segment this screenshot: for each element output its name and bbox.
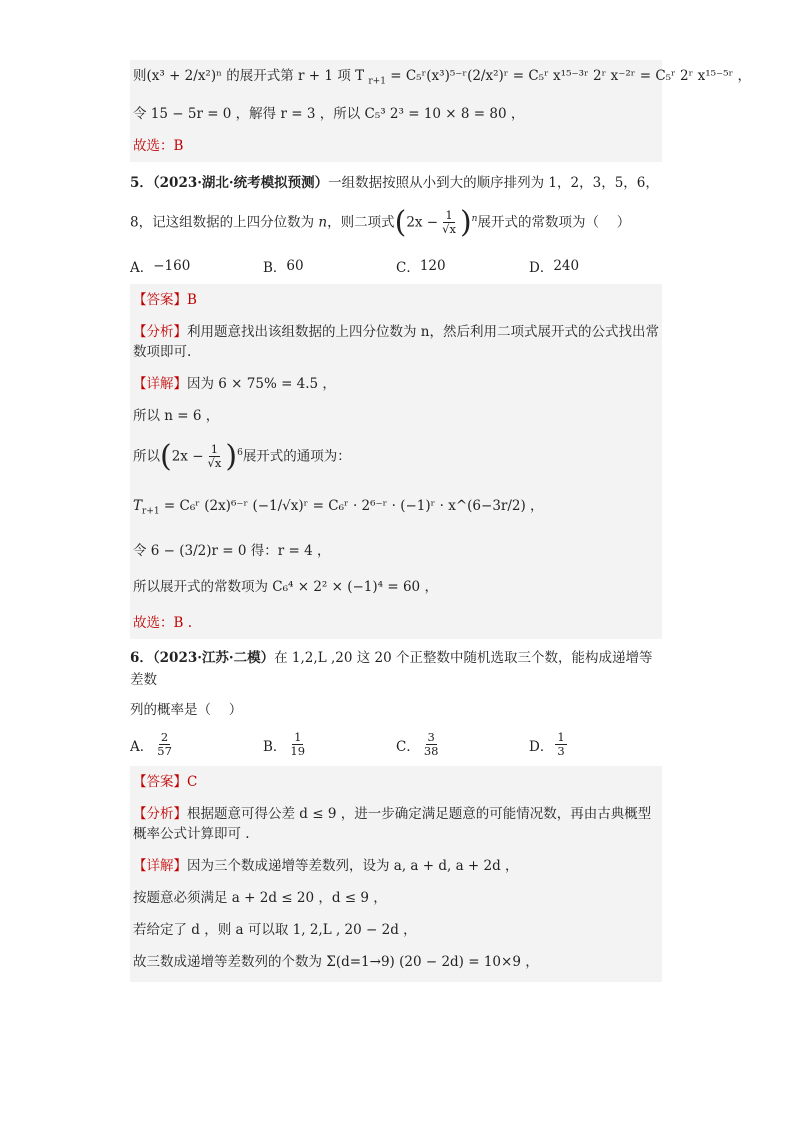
question-number: 5．	[130, 174, 153, 191]
detail-line-3: 若给定了 d ，则 a 可以取 1, 2,L , 20 − 2d ，	[133, 922, 417, 939]
question-5	[130, 162, 662, 284]
analysis-line: 【分析】根据题意可得公差 d ≤ 9 ，进一步确定满足题意的可能情况数，再由古典概型概率公式计算即可 .	[133, 806, 652, 843]
prev-solution-block	[130, 60, 752, 162]
detail-line-2: 按题意必须满足 a + 2d ≤ 20 ，d ≤ 9 ，	[133, 890, 387, 907]
question-6	[130, 639, 662, 766]
option-b[interactable]: B． $\frac{1}{19}$	[263, 730, 306, 759]
detail-line-1: 【详解】因为 6 × 75% = 4.5 ，	[133, 375, 336, 392]
option-c[interactable]: C． 120	[396, 257, 446, 276]
expansion-term: r + 1 项 T	[298, 68, 365, 84]
detail-line-4: 故三数成递增等差数列的个数为 Σ(d=1→9) (20 − 2d) = 10×9 ，	[133, 954, 539, 971]
choose-line: 故选：B	[133, 137, 184, 154]
expansion-formula: = C₅ʳ(x³)⁵⁻ʳ(2/x²)ʳ = C₅ʳ x¹⁵⁻³ʳ 2ʳ x⁻²ʳ = C₅ʳ 2ʳ x¹⁵⁻⁵ʳ ，	[390, 68, 752, 84]
detail-line-5: 令 6 − (3/2)r = 0 得：r = 4 ，	[133, 543, 331, 560]
binomial-fraction: $\frac{1}{√x}$	[442, 208, 456, 237]
option-d[interactable]: D． 240	[529, 257, 580, 276]
option-a[interactable]: A． −160	[130, 257, 191, 276]
document-page	[130, 60, 752, 982]
option-a[interactable]: A． $\frac{2}{57}$	[130, 730, 172, 759]
answer-line: 【答案】B	[133, 291, 197, 308]
detail-line-6: 所以展开式的常数项为 C₆⁴ × 2² × (−1)⁴ = 60 ，	[133, 579, 438, 596]
choose-line: 故选：B .	[133, 615, 193, 632]
detail-line-4: $T_{r+1}$ = C₆ʳ (2x)⁶⁻ʳ (−1/√x)ʳ = C₆ʳ · 2⁶⁻ʳ · (−1)ʳ · x^(6−3r/2) ，	[133, 497, 544, 517]
question-6-line-1: 6．（2023·江苏·二模）在 1,2,L ,20 这 20 个正整数中随机选取三个数，能构成递增等差数	[130, 650, 653, 689]
option-d[interactable]: D． $\frac{1}{3}$	[529, 730, 565, 759]
detail-line-3: 所以(2x − $\frac{1}{√x}$ )$^6$展开式的通项为：	[133, 438, 351, 474]
question-5-solution	[130, 284, 662, 640]
detail-line-1: 【详解】因为三个数成递增等差数列，设为 a, a + d, a + 2d ，	[133, 858, 519, 875]
question-6-options	[130, 725, 662, 766]
question-6-solution	[130, 766, 662, 982]
detail-line-2: 所以 n = 6 ，	[133, 407, 220, 424]
solve-line: 令 15 − 5r = 0 ，解得 r = 3 ，所以 C₅³ 2³ = 10 × 8 = 80 ，	[133, 105, 525, 122]
expansion-text: 则(x³ + 2/x²)ⁿ 的展开式第	[133, 68, 294, 84]
question-text: 一组数据按照从小到大的顺序排列为 1，2，3，5，6，	[328, 174, 659, 191]
analysis-line: 【分析】利用题意找出该组数据的上四分位数为 n，然后利用二项式展开式的公式找出常数项即可.	[133, 323, 659, 360]
question-5-line-2: 8，记这组数据的上四分位数为 n，则二项式(2x − $\frac{1}{√x}$ )$^n$展开式的常数项为（ ）	[130, 204, 631, 240]
expansion-line: 则(x³ + 2/x²)ⁿ 的展开式第 r + 1 项 T $_{r+1}$ = C₅ʳ(x³)⁵⁻ʳ(2/x²)ʳ = C₅ʳ x¹⁵⁻³ʳ 2ʳ x⁻²ʳ = C₅ʳ 2ʳ x¹⁵⁻⁵ʳ ，	[133, 68, 752, 87]
question-5-options	[130, 242, 662, 284]
option-c[interactable]: C． $\frac{3}{38}$	[396, 730, 439, 759]
question-5-line-1	[130, 162, 662, 198]
answer-line: 【答案】C	[133, 774, 198, 791]
question-source: （2023·湖北·统考模拟预测）	[152, 174, 329, 191]
question-6-line-2: 列的概率是（ ）	[130, 702, 243, 719]
option-b[interactable]: B． 60	[263, 257, 304, 276]
